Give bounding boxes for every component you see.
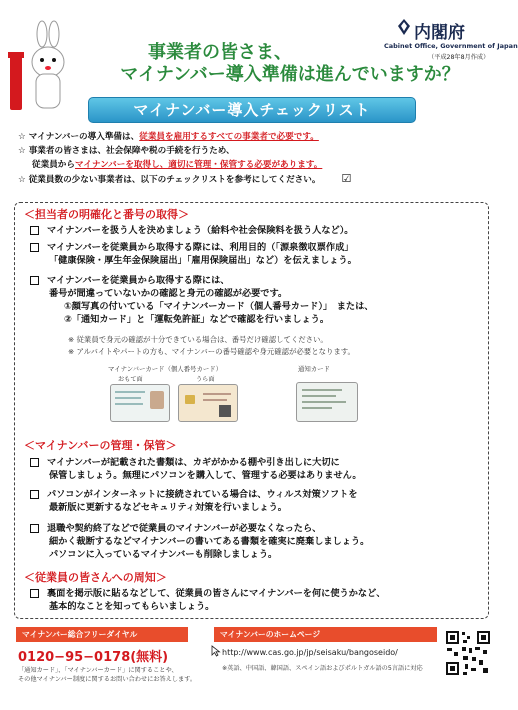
banner-title: マイナンバー導入チェックリスト — [133, 101, 371, 119]
card-front-label: おもて面 — [118, 376, 143, 383]
homepage-label: マイナンバーのホームページ — [220, 630, 321, 639]
checklist-banner — [88, 97, 416, 123]
item-text: 番号が間違っていないかの確認と身元の確認が必要です。 — [49, 288, 288, 299]
intro-line4 — [18, 172, 488, 187]
item-text: ②「通知カード」と「運転免許証」などで確認を行いましょう。 — [64, 314, 330, 325]
card-label: 通知カード — [298, 365, 330, 373]
item-text: 最新版に更新するなどセキュリティ対策を行いましょう。 — [49, 502, 287, 513]
item-text: パソコンに入っているマイナンバーも削除しましょう。 — [49, 549, 278, 560]
headline-line2: マイナンバー導入準備は進んでいますか？ — [120, 64, 460, 85]
free-dial-label: マイナンバー総合フリーダイヤル — [22, 630, 138, 639]
intro-text: ☆ 従業員数の少ない事業者は、以下のチェックリストを参考にしてください。 — [18, 175, 321, 185]
checkbox[interactable] — [30, 458, 39, 467]
free-dial-note: その他マイナンバー制度に関するお問い合わせにお答えします。 — [18, 676, 197, 683]
my-number-card-back-image — [178, 384, 238, 422]
item-text: マイナンバーが記載された書類は、カギがかかる棚や引き出しに大切に — [47, 457, 340, 468]
cursor-icon — [210, 645, 222, 657]
item-text: マイナンバーを扱う人を決めましょう（給料や社会保険料を扱う人など）。 — [47, 225, 354, 236]
intro-line2: ☆ 事業者の皆さまは、社会保障や税の手続を行うため、 — [18, 146, 235, 156]
item-text: マイナンバーを従業員から取得する際には、 — [47, 275, 230, 286]
checklist-item — [30, 241, 480, 267]
intro-block — [18, 130, 488, 187]
intro-line1 — [18, 130, 488, 144]
free-dial-note: 「通知カード」、「マイナンバーカード」に関することや、 — [18, 667, 178, 674]
phone-number[interactable]: 0120−95−0178(無料) — [18, 650, 169, 665]
homepage-url[interactable]: http://www.cas.go.jp/jp/seisaku/bangoseido/ — [222, 648, 398, 657]
checklist-item — [30, 522, 480, 561]
item-text: 「健康保険・厚生年金保険届出」「雇用保険届出」など）を伝えましょう。 — [49, 255, 357, 266]
checkbox[interactable] — [30, 243, 39, 252]
intro-emphasis: 従業員を雇用するすべての事業者で必要です。 — [139, 132, 319, 142]
section-title: ＜従業員の皆さんへの周知＞ — [24, 571, 167, 584]
checkbox-checked-icon: ☑ — [341, 172, 352, 185]
checkbox[interactable] — [30, 524, 39, 533]
item-text: 保管しましょう。無理にパソコンを購入して、管理する必要はありません。 — [49, 470, 362, 481]
checklist-item — [30, 587, 485, 613]
checklist-item — [30, 224, 480, 237]
checkbox[interactable] — [30, 589, 39, 598]
checkbox[interactable] — [30, 276, 39, 285]
item-text: 裏面を掲示版に貼るなどして、従業員の皆さんにマイナンバーを何に使うかなど、 — [47, 588, 386, 599]
intro-emphasis: マイナンバーを取得し、適切に管理・保管する必要があります。 — [74, 160, 323, 170]
language-note: ※英語、中国語、韓国語、スペイン語およびポルトガル語の5言語に対応 — [222, 665, 423, 672]
section-title: ＜マイナンバーの管理・保管＞ — [24, 439, 177, 452]
free-dial-header — [16, 627, 188, 642]
checklist-item — [30, 456, 480, 482]
org-name: 内閣府 — [414, 23, 465, 43]
intro-line3 — [18, 158, 488, 172]
notification-card-image — [296, 382, 358, 422]
my-number-card-front-image — [110, 384, 170, 422]
item-text: 基本的なことを知ってもらいましょう。 — [49, 601, 215, 612]
homepage-header — [214, 627, 437, 642]
item-text: 退職や契約終了などで従業員のマイナンバーが必要なくなったら、 — [47, 523, 322, 534]
mascot-icon — [8, 22, 64, 112]
note: ※ 従業員で身元の確認が十分できている場合は、番号だけ確認してください。 — [68, 335, 328, 344]
card-label: マイナンバーカード（個人番号カード） — [108, 365, 223, 373]
intro-text: 従業員から — [32, 160, 75, 170]
paulownia-crest-icon — [396, 18, 412, 36]
checkbox[interactable] — [30, 490, 39, 499]
card-back-label: うら面 — [196, 376, 215, 383]
org-name-en: Cabinet Office, Government of Japan — [384, 42, 518, 50]
intro-text: ☆ マイナンバーの導入準備は、 — [18, 132, 140, 142]
section-title: ＜担当者の明確化と番号の取得＞ — [24, 208, 189, 221]
checklist-item — [30, 488, 480, 514]
item-text: ①顔写真の付いている「マイナンバーカード（個人番号カード）」 または、 — [64, 301, 374, 312]
headline — [70, 42, 490, 86]
item-text: パソコンがインターネットに接続されている場合は、ウィルス対策ソフトを — [47, 489, 358, 500]
item-text: マイナンバーを従業員から取得する際には、利用目的（「源泉徴収票作成」 — [47, 242, 354, 253]
date-note: （平成28年8月作成） — [428, 54, 490, 61]
checklist-item — [30, 274, 480, 326]
note: ※ アルバイトやパートの方も、マイナンバーの番号確認や身元確認が必要となります。 — [68, 347, 355, 356]
qr-code-icon — [445, 630, 491, 676]
item-text: 細かく裁断するなどマイナンバーの書いてある書類を確実に廃棄しましょう。 — [49, 536, 370, 547]
headline-line1: 事業者の皆さま、 — [148, 42, 292, 63]
checkbox[interactable] — [30, 226, 39, 235]
